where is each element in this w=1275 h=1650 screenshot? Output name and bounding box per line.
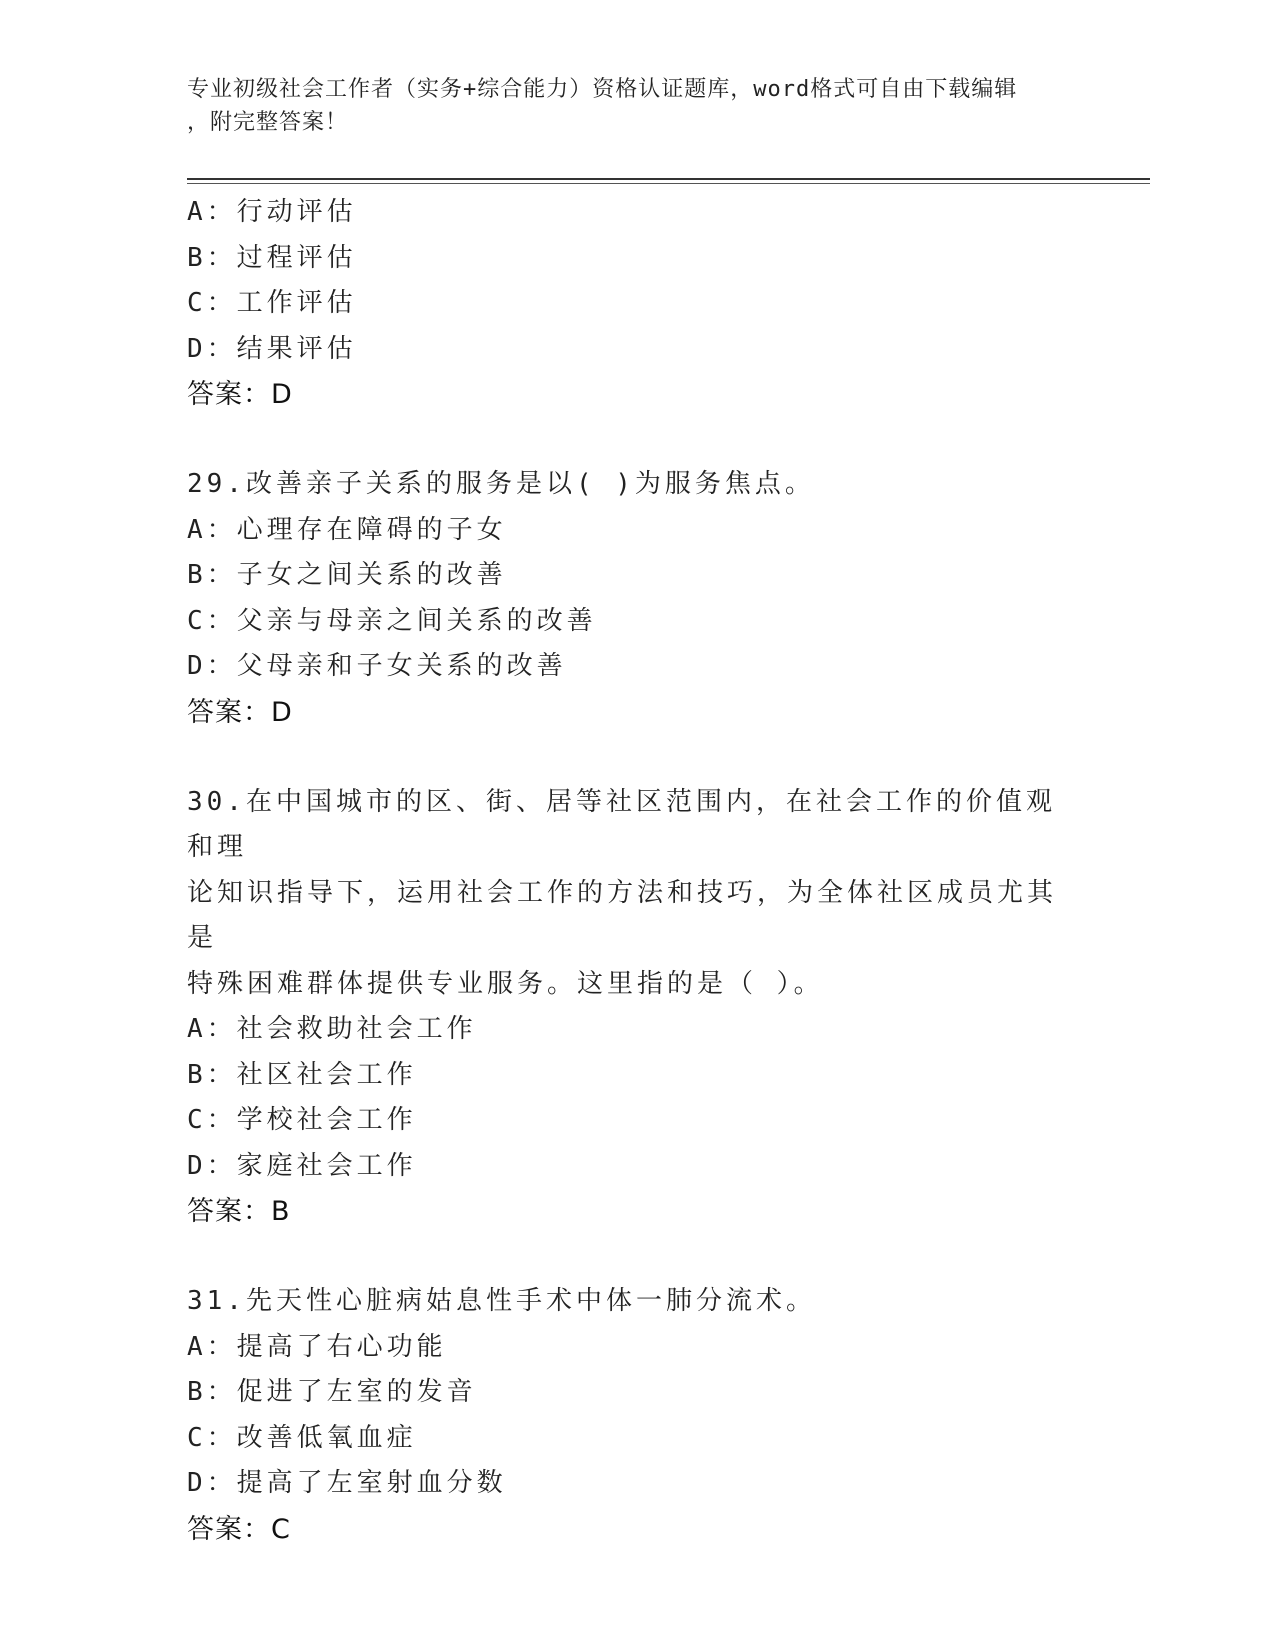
question-text-line2: 论知识指导下，运用社会工作的方法和技巧，为全体社区成员尤其是 — [187, 877, 1058, 953]
option-b: B：促进了左室的发音 — [187, 1377, 477, 1407]
option-c: C：改善低氧血症 — [187, 1422, 417, 1453]
option-a: A：提高了右心功能 — [187, 1331, 447, 1362]
option-d: D：父母亲和子女关系的改善 — [187, 651, 567, 681]
block-spacer — [187, 1235, 1087, 1279]
question-text-line3: 特殊困难群体提供专业服务。这里指的是（ ）。 — [187, 968, 824, 999]
option-a: A：行动评估 — [187, 197, 357, 227]
question-block-28 — [187, 190, 1087, 418]
question-text: 29.改善亲子关系的服务是以( )为服务焦点。 — [187, 469, 815, 499]
question-text-line1: 30.在中国城市的区、街、居等社区范围内，在社会工作的价值观和理 — [187, 786, 1056, 862]
option-d: D：结果评估 — [187, 333, 357, 364]
option-c: C：工作评估 — [187, 288, 357, 318]
header-divider-thin — [187, 183, 1150, 184]
option-c: C：父亲与母亲之间关系的改善 — [187, 605, 597, 636]
question-block-31 — [187, 1279, 1087, 1553]
block-spacer — [187, 418, 1087, 462]
option-b: B：过程评估 — [187, 242, 357, 273]
block-spacer — [187, 736, 1087, 780]
option-d: D：家庭社会工作 — [187, 1150, 417, 1181]
question-block-30 — [187, 780, 1087, 1236]
option-b: B：社区社会工作 — [187, 1059, 417, 1090]
document-header — [187, 73, 1087, 139]
question-list — [187, 190, 1087, 1553]
header-divider-thick — [187, 178, 1150, 180]
option-c: C：学校社会工作 — [187, 1105, 417, 1135]
answer-line: 答案：B — [187, 1196, 291, 1227]
question-text: 31.先天性心脏病姑息性手术中体一肺分流术。 — [187, 1286, 816, 1316]
question-block-29 — [187, 462, 1087, 736]
option-a: A：心理存在障碍的子女 — [187, 514, 507, 545]
option-d: D：提高了左室射血分数 — [187, 1468, 507, 1498]
answer-line: 答案：C — [187, 1513, 291, 1545]
header-title-line2: ，附完整答案！ — [187, 110, 349, 135]
header-title-line1: 专业初级社会工作者（实务+综合能力）资格认证题库，word格式可自由下载编辑 — [187, 77, 1018, 102]
option-b: B：子女之间关系的改善 — [187, 560, 507, 590]
answer-line: 答案：D — [187, 696, 293, 728]
option-a: A：社会救助社会工作 — [187, 1014, 477, 1044]
answer-line: 答案：D — [187, 379, 293, 410]
